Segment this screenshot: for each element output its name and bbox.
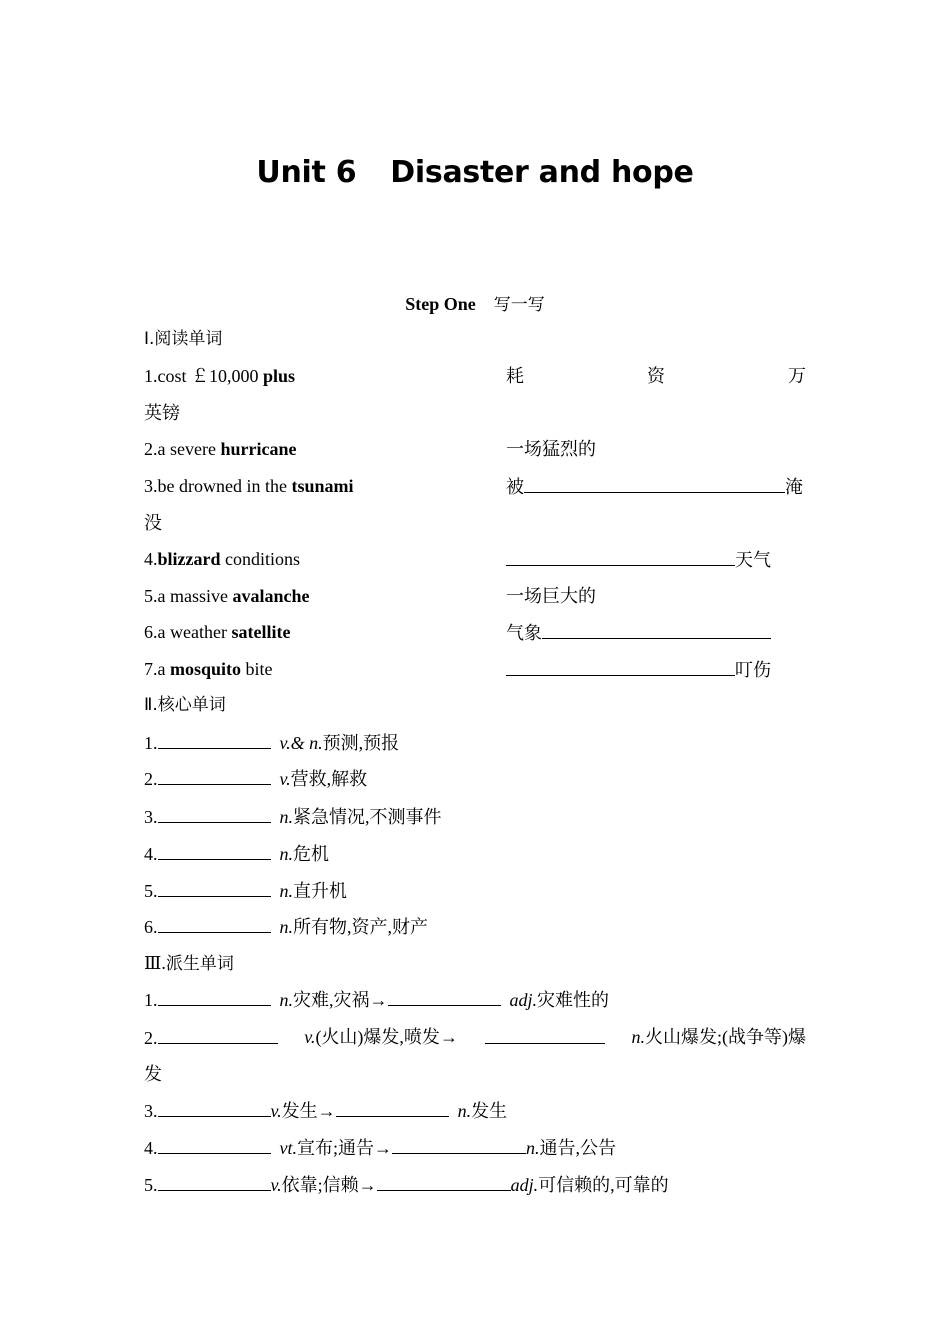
title-topic: Disaster and hope bbox=[390, 155, 694, 190]
keyword: hurricane bbox=[220, 439, 297, 459]
core-item-5: 5. n.直升机 bbox=[144, 878, 347, 903]
answer-blank[interactable] bbox=[485, 1025, 605, 1044]
step-cn: 写一写 bbox=[493, 295, 545, 315]
core-item-3: 3. n.紧急情况,不测事件 bbox=[144, 804, 442, 829]
answer-blank[interactable] bbox=[524, 474, 785, 493]
reading-item-1-cn-wrap: 英镑 bbox=[144, 403, 180, 423]
derived-item-5: 5. v.依靠;信赖→ adj.可信赖的,可靠的 bbox=[144, 1172, 669, 1197]
step-heading bbox=[0, 290, 950, 315]
derived-item-1: 1. n.灾难,灾祸→ adj.灾难性的 bbox=[144, 987, 609, 1012]
answer-blank[interactable] bbox=[377, 1172, 511, 1191]
reading-item-3: 3.be drowned in the tsunami bbox=[144, 476, 354, 496]
answer-blank[interactable] bbox=[158, 1135, 271, 1154]
reading-item-6-cn: 气象 bbox=[506, 620, 771, 645]
answer-blank[interactable] bbox=[158, 730, 271, 749]
core-item-6: 6. n.所有物,资产,财产 bbox=[144, 914, 428, 939]
reading-item-4: 4.blizzard conditions bbox=[144, 549, 300, 569]
reading-item-5-cn: 一场巨大的 bbox=[506, 586, 596, 606]
step-label: Step One bbox=[405, 294, 476, 314]
answer-blank[interactable] bbox=[336, 1098, 449, 1117]
section1-heading: Ⅰ.阅读单词 bbox=[144, 329, 223, 349]
answer-blank[interactable] bbox=[158, 987, 271, 1006]
keyword: mosquito bbox=[170, 659, 242, 679]
answer-blank[interactable] bbox=[158, 914, 271, 933]
answer-blank[interactable] bbox=[158, 1098, 271, 1117]
reading-item-6: 6.a weather satellite bbox=[144, 622, 291, 642]
reading-item-1-cn: 耗 资 万 bbox=[506, 366, 806, 386]
core-item-1: 1. v.& n.预测,预报 bbox=[144, 730, 399, 755]
reading-item-5: 5.a massive avalanche bbox=[144, 586, 310, 606]
core-item-2: 2. v.营救,解救 bbox=[144, 766, 367, 791]
answer-blank[interactable] bbox=[158, 1172, 271, 1191]
answer-blank[interactable] bbox=[392, 1135, 526, 1154]
section3-heading: Ⅲ.派生单词 bbox=[144, 953, 234, 974]
answer-blank[interactable] bbox=[542, 620, 771, 639]
derived-item-2: 2. v.(火山)爆发,喷发→ n.火山爆发;(战争等)爆 bbox=[144, 1027, 806, 1048]
keyword: plus bbox=[263, 366, 296, 386]
answer-blank[interactable] bbox=[388, 987, 501, 1006]
reading-item-2: 2.a severe hurricane bbox=[144, 439, 297, 459]
answer-blank[interactable] bbox=[158, 766, 271, 785]
derived-item-2-wrap: 发 bbox=[144, 1064, 162, 1084]
title-unit: Unit 6 bbox=[256, 155, 357, 190]
page-title bbox=[0, 155, 950, 190]
reading-item-2-cn: 一场猛烈的 bbox=[506, 439, 596, 459]
reading-item-7-cn: 叮伤 bbox=[506, 657, 771, 682]
reading-item-7: 7.a mosquito bite bbox=[144, 659, 273, 679]
answer-blank[interactable] bbox=[158, 841, 271, 860]
reading-item-3-cn-wrap: 没 bbox=[144, 513, 162, 533]
reading-item-3-cn: 被 淹 bbox=[506, 474, 803, 499]
keyword: avalanche bbox=[232, 586, 310, 606]
reading-item-4-cn: 天气 bbox=[506, 547, 771, 572]
answer-blank[interactable] bbox=[506, 547, 735, 566]
keyword: satellite bbox=[231, 622, 291, 642]
answer-blank[interactable] bbox=[158, 804, 271, 823]
derived-item-3: 3. v.发生→ n.发生 bbox=[144, 1098, 507, 1123]
answer-blank[interactable] bbox=[506, 657, 735, 676]
core-item-4: 4. n.危机 bbox=[144, 841, 329, 866]
reading-item-1: 1.cost ￡10,000 plus bbox=[144, 366, 296, 386]
derived-item-4: 4. vt.宣布;通告→ n.通告,公告 bbox=[144, 1135, 616, 1160]
keyword: blizzard bbox=[157, 549, 221, 569]
section2-heading: Ⅱ.核心单词 bbox=[144, 695, 226, 715]
keyword: tsunami bbox=[291, 476, 354, 496]
answer-blank[interactable] bbox=[158, 878, 271, 897]
answer-blank[interactable] bbox=[158, 1025, 278, 1044]
